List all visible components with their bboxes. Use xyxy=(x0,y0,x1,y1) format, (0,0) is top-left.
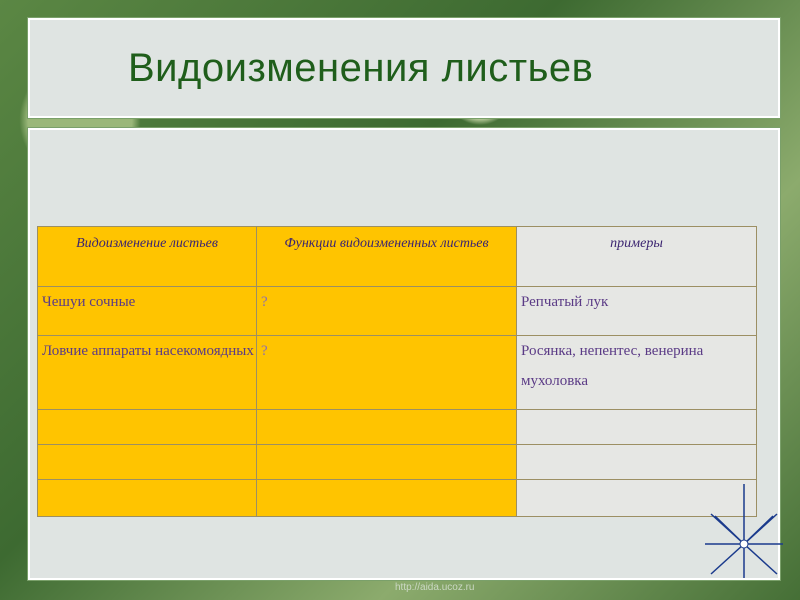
cell-function xyxy=(257,445,517,480)
table-row xyxy=(38,336,757,410)
table-row xyxy=(38,287,757,336)
header-modification: Видоизменение листьев xyxy=(38,227,257,287)
title-panel xyxy=(28,18,780,118)
footer-url: http://aida.ucoz.ru xyxy=(395,582,475,593)
header-examples: примеры xyxy=(517,227,757,287)
slide-title: Видоизменения листьев xyxy=(128,46,594,90)
cell-examples xyxy=(517,445,757,480)
cell-examples xyxy=(517,410,757,445)
cell-examples: Репчатый лук xyxy=(517,287,757,336)
cell-function xyxy=(257,410,517,445)
cell-modification xyxy=(38,480,257,517)
cell-modification: Ловчие аппараты насекомоядных xyxy=(38,336,257,410)
cell-function: ? xyxy=(257,336,517,410)
cell-modification: Чешуи сочные xyxy=(38,287,257,336)
header-functions: Функции видоизмененных листьев xyxy=(257,227,517,287)
table-row xyxy=(38,480,757,517)
cell-examples: Росянка, непентес, венерина мухоловка xyxy=(517,336,757,410)
compass-star-icon xyxy=(705,484,783,578)
cell-modification xyxy=(38,410,257,445)
cell-function xyxy=(257,480,517,517)
cell-modification xyxy=(38,445,257,480)
table-row xyxy=(38,445,757,480)
table-row xyxy=(38,410,757,445)
table-header-row xyxy=(38,227,757,287)
leaf-modifications-table xyxy=(37,226,757,517)
cell-function: ? xyxy=(257,287,517,336)
